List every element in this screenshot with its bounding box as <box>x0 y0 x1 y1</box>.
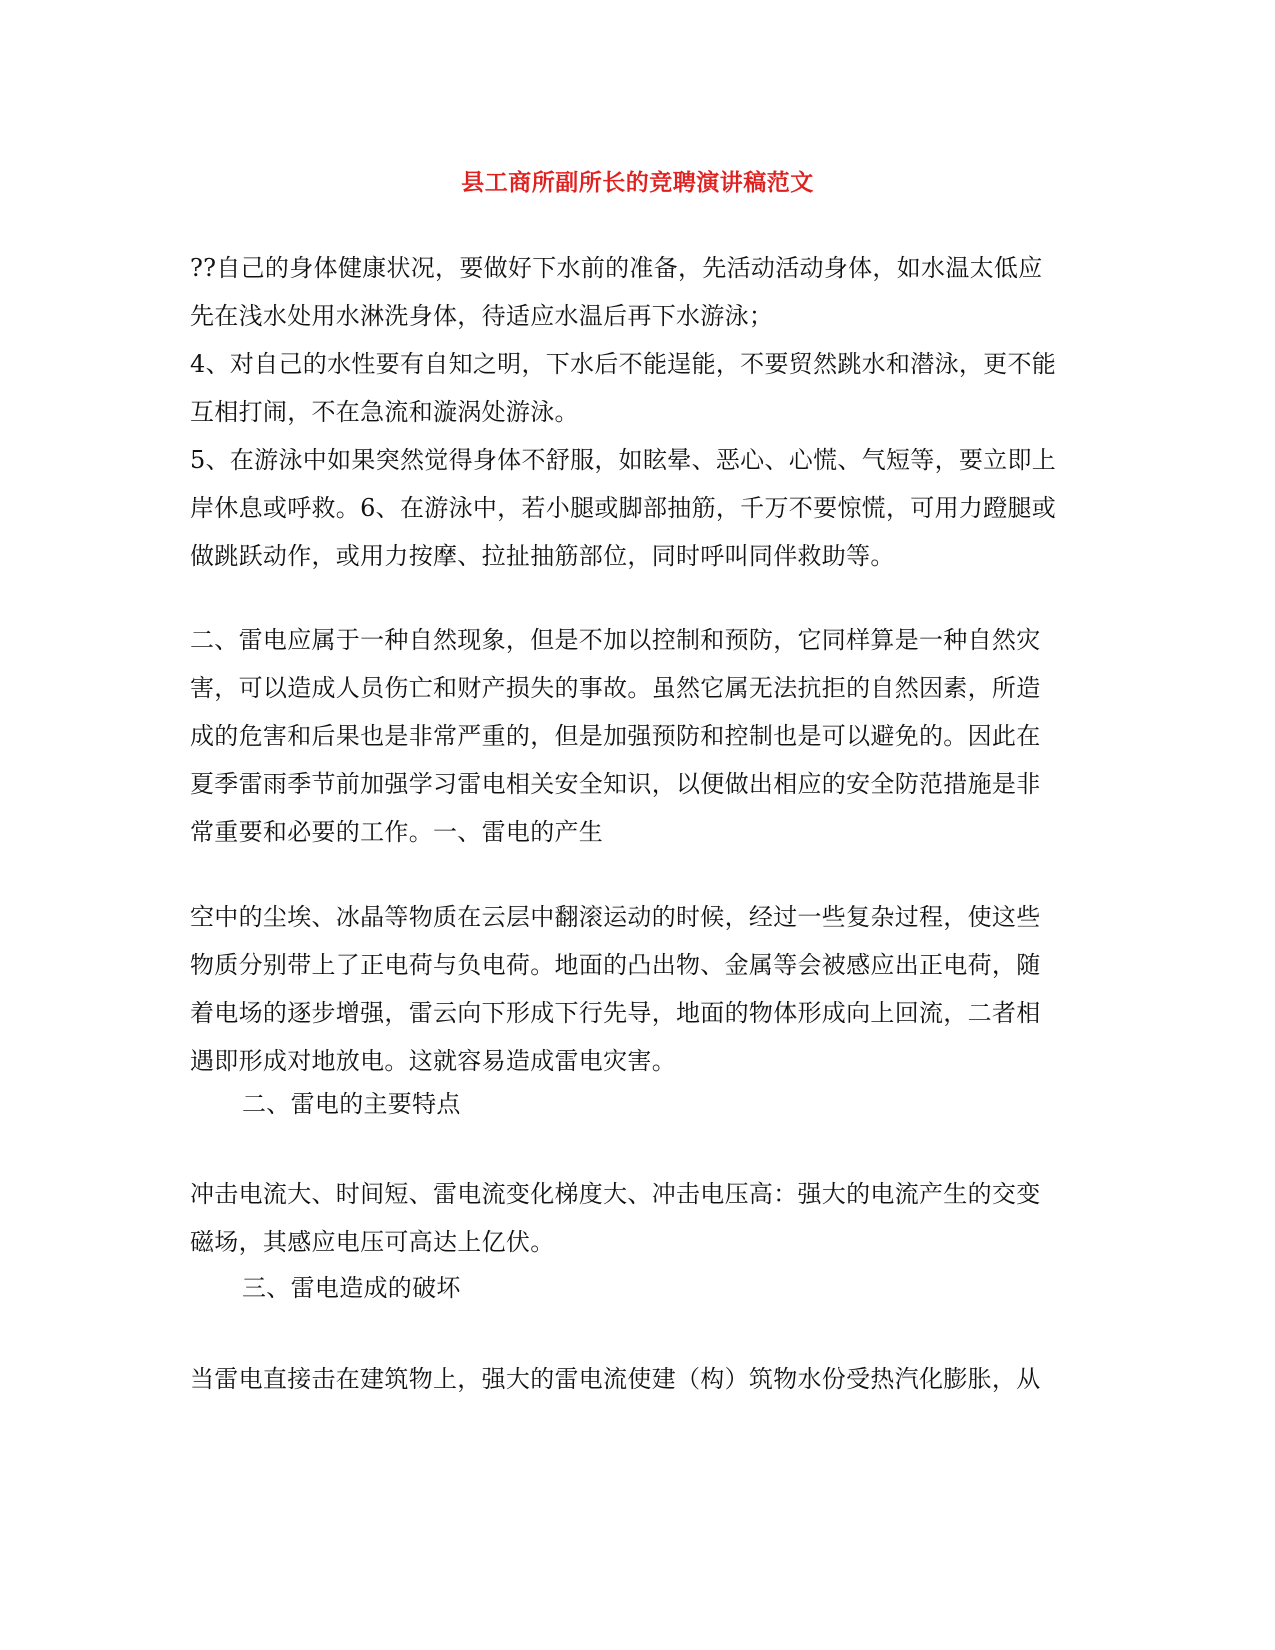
text-line: 磁场，其感应电压可高达上亿伏。 <box>190 1228 555 1256</box>
section-heading-features <box>190 1080 1080 1128</box>
text-line: 岸休息或呼救。6、在游泳中，若小腿或脚部抽筋，千万不要惊慌，可用力蹬腿或 <box>190 494 1057 522</box>
paragraph-lightning-intro <box>190 616 1080 856</box>
paragraph-swim-prep <box>190 244 1080 340</box>
text-line: 物质分别带上了正电荷与负电荷。地面的凸出物、金属等会被感应出正电荷，随 <box>190 951 1041 979</box>
text-line: ??自己的身体健康状况，要做好下水前的准备，先活动活动身体，如水温太低应 <box>190 254 1043 282</box>
text-line: 二、雷电应属于一种自然现象，但是不加以控制和预防，它同样算是一种自然灾 <box>190 626 1041 654</box>
text-line: 成的危害和后果也是非常严重的，但是加强预防和控制也是可以避免的。因此在 <box>190 722 1041 750</box>
text-line: 常重要和必要的工作。一、雷电的产生 <box>190 818 604 846</box>
text-line: 冲击电流大、时间短、雷电流变化梯度大、冲击电压高：强大的电流产生的交变 <box>190 1180 1041 1208</box>
text-line: 5、在游泳中如果突然觉得身体不舒服，如眩晕、恶心、心慌、气短等，要立即上 <box>190 446 1057 474</box>
text-line: 着电场的逐步增强，雷云向下形成下行先导，地面的物体形成向上回流，二者相 <box>190 999 1041 1027</box>
document-title: 县工商所副所长的竞聘演讲稿范文 <box>461 170 814 196</box>
text-line: 遇即形成对地放电。这就容易造成雷电灾害。 <box>190 1047 676 1075</box>
paragraph-swim-rule-4 <box>190 340 1080 436</box>
text-line: 4、对自己的水性要有自知之明，下水后不能逞能，不要贸然跳水和潜泳，更不能 <box>190 350 1057 378</box>
text-line: 当雷电直接击在建筑物上，强大的雷电流使建（构）筑物水份受热汽化膨胀，从 <box>190 1365 1041 1393</box>
text-line: 先在浅水处用水淋洗身体，待适应水温后再下水游泳； <box>190 302 774 330</box>
text-line: 做跳跃动作，或用力按摩、拉扯抽筋部位，同时呼叫同伴救助等。 <box>190 542 895 570</box>
text-line: 二、雷电的主要特点 <box>242 1090 461 1118</box>
paragraph-lightning-features <box>190 1170 1080 1266</box>
paragraph-swim-rule-5 <box>190 436 1080 580</box>
text-line: 害，可以造成人员伤亡和财产损失的事故。虽然它属无法抗拒的自然因素，所造 <box>190 674 1041 702</box>
text-line: 三、雷电造成的破坏 <box>242 1274 461 1302</box>
text-line: 夏季雷雨季节前加强学习雷电相关安全知识，以便做出相应的安全防范措施是非 <box>190 770 1041 798</box>
paragraph-lightning-formation <box>190 893 1080 1085</box>
paragraph-lightning-damage <box>190 1355 1080 1403</box>
text-line: 互相打闹，不在急流和漩涡处游泳。 <box>190 398 579 426</box>
section-heading-damage <box>190 1264 1080 1312</box>
text-line: 空中的尘埃、冰晶等物质在云层中翻滚运动的时候，经过一些复杂过程，使这些 <box>190 903 1041 931</box>
